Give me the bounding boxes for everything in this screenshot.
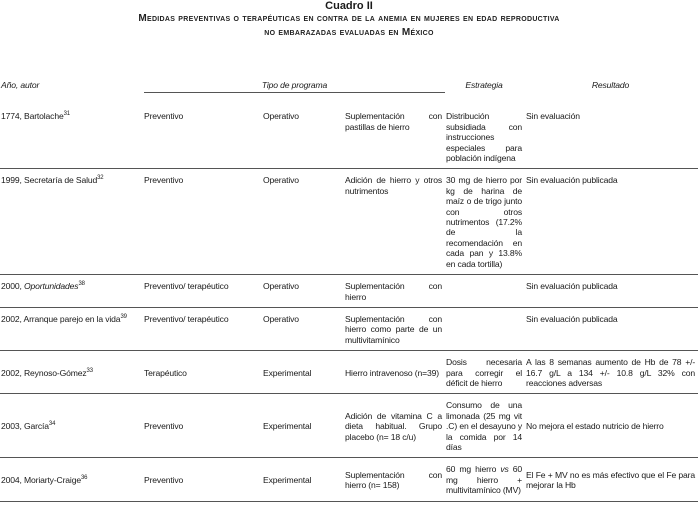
cell-strategy xyxy=(445,458,525,501)
reference: 34 xyxy=(48,421,56,428)
cell-strategy xyxy=(445,105,525,169)
cell-mode: Operativo xyxy=(262,169,344,275)
reference: 38 xyxy=(78,281,85,288)
strategy-part: 60 mg hierro + multivitamínico (MV) xyxy=(446,464,523,496)
table-row xyxy=(0,458,698,501)
author-name: 2002, Arranque parejo en la vida xyxy=(1,313,121,324)
strategy-text: 30 mg de hierro por kg de harina de maíz o de trigo junto con otros nutrimentos (17.2% de la recomendación en cada pan y 13.8% en cada tortilla) xyxy=(446,175,523,269)
cell-strategy xyxy=(445,169,525,275)
cell-type: Preventivo xyxy=(143,105,262,169)
cell-result: Sin evaluación publicada xyxy=(525,169,698,275)
cell-result: El Fe + MV no es más efectivo que el Fe para mejorar la Hb xyxy=(525,458,698,501)
cell-type: Preventivo/ terapéutico xyxy=(143,307,262,350)
header-author: Año, autor xyxy=(1,80,40,90)
reference: 39 xyxy=(120,314,127,321)
cell-author xyxy=(0,275,143,308)
cell-result: Sin evaluación xyxy=(525,105,698,169)
cell-strategy xyxy=(445,394,525,458)
cell-description: Suplementación con hierro (n= 158) xyxy=(344,458,445,501)
cell-author xyxy=(0,458,143,501)
cell-mode: Experimental xyxy=(262,394,344,458)
cell-type: Preventivo/ terapéutico xyxy=(143,275,262,308)
author-name: 2004, Moriarty-Craige xyxy=(1,474,81,485)
table-title: Cuadro II xyxy=(325,0,373,12)
header-program-type: Tipo de programa xyxy=(144,80,445,93)
table-subtitle-line2: no embarazadas evaluadas en México xyxy=(264,27,434,38)
header-result: Resultado xyxy=(591,80,630,90)
data-table xyxy=(0,80,698,502)
reference: 36 xyxy=(80,474,88,481)
cell-description: Suplementación con pastillas de hierro xyxy=(344,105,445,169)
table-row xyxy=(0,394,698,458)
cell-result: Sin evaluación publicada xyxy=(525,307,698,350)
table-row xyxy=(0,351,698,394)
cell-description: Adición de hierro y otros nutrimentos xyxy=(344,169,445,275)
cell-description: Adición de vitamina C a dieta habitual. Grupo placebo (n= 18 c/u) xyxy=(344,394,445,458)
cell-mode: Operativo xyxy=(262,275,344,308)
cell-result: Sin evaluación publicada xyxy=(525,275,698,308)
cell-strategy xyxy=(445,351,525,394)
cell-result: A las 8 semanas aumento de Hb de 78 +/- 16.7 g/L a 134 +/- 10.8 g/L 32% con reacciones adversas xyxy=(525,351,698,394)
cell-author xyxy=(0,307,143,350)
cell-type: Preventivo xyxy=(143,394,262,458)
strategy-vs: vs xyxy=(500,464,509,475)
cell-mode: Operativo xyxy=(262,307,344,350)
header-row xyxy=(0,80,698,105)
reference: 31 xyxy=(63,111,70,118)
reference: 32 xyxy=(97,175,104,182)
cell-mode: Operativo xyxy=(262,105,344,169)
cell-author xyxy=(0,105,143,169)
cell-author xyxy=(0,351,143,394)
cell-description: Hierro intravenoso (n=39) xyxy=(344,351,445,394)
table-row xyxy=(0,105,698,169)
cell-author xyxy=(0,394,143,458)
cell-type: Preventivo xyxy=(143,169,262,275)
table-row xyxy=(0,169,698,275)
cell-strategy xyxy=(445,275,525,308)
table-row xyxy=(0,307,698,350)
cell-result: No mejora el estado nutricio de hierro xyxy=(525,394,698,458)
cell-strategy xyxy=(445,307,525,350)
reference: 33 xyxy=(86,367,93,374)
header-strategy: Estrategia xyxy=(465,80,503,90)
strategy-text: Dosis necesaria para corregir el déficit de hierro xyxy=(446,357,523,388)
cell-type: Preventivo xyxy=(143,458,262,501)
cell-description: Suplementación con hierro como parte de un multivitamínico xyxy=(344,307,445,350)
strategy-part: 60 mg hierro xyxy=(446,464,501,475)
table-subtitle-line1: Medidas preventivas o terapéuticas en contra de la anemia en mujeres en edad reproductiva xyxy=(138,13,560,24)
cell-mode: Experimental xyxy=(262,458,344,501)
author-name: 1774, Bartolache xyxy=(1,111,64,122)
strategy-text: Distribución subsidiada con instrucciones especiales para población indígena xyxy=(446,111,523,164)
author-name: 2002, Reynoso-Gómez xyxy=(1,367,87,378)
strategy-text: Consumo de una limonada (25 mg vit .C) en el desayuno y la comida por 14 días xyxy=(446,400,523,452)
author-name: 1999, Secretaría de Salud xyxy=(1,175,98,186)
author-prefix: 2000, xyxy=(1,281,24,292)
author-name: Oportunidades xyxy=(24,281,79,292)
cell-author xyxy=(0,169,143,275)
cell-mode: Experimental xyxy=(262,351,344,394)
header-program-type-cell xyxy=(143,80,445,105)
cell-type: Terapéutico xyxy=(143,351,262,394)
cell-description: Suplementación con hierro xyxy=(344,275,445,308)
author-name: 2003, García xyxy=(1,421,49,432)
table-row xyxy=(0,275,698,308)
